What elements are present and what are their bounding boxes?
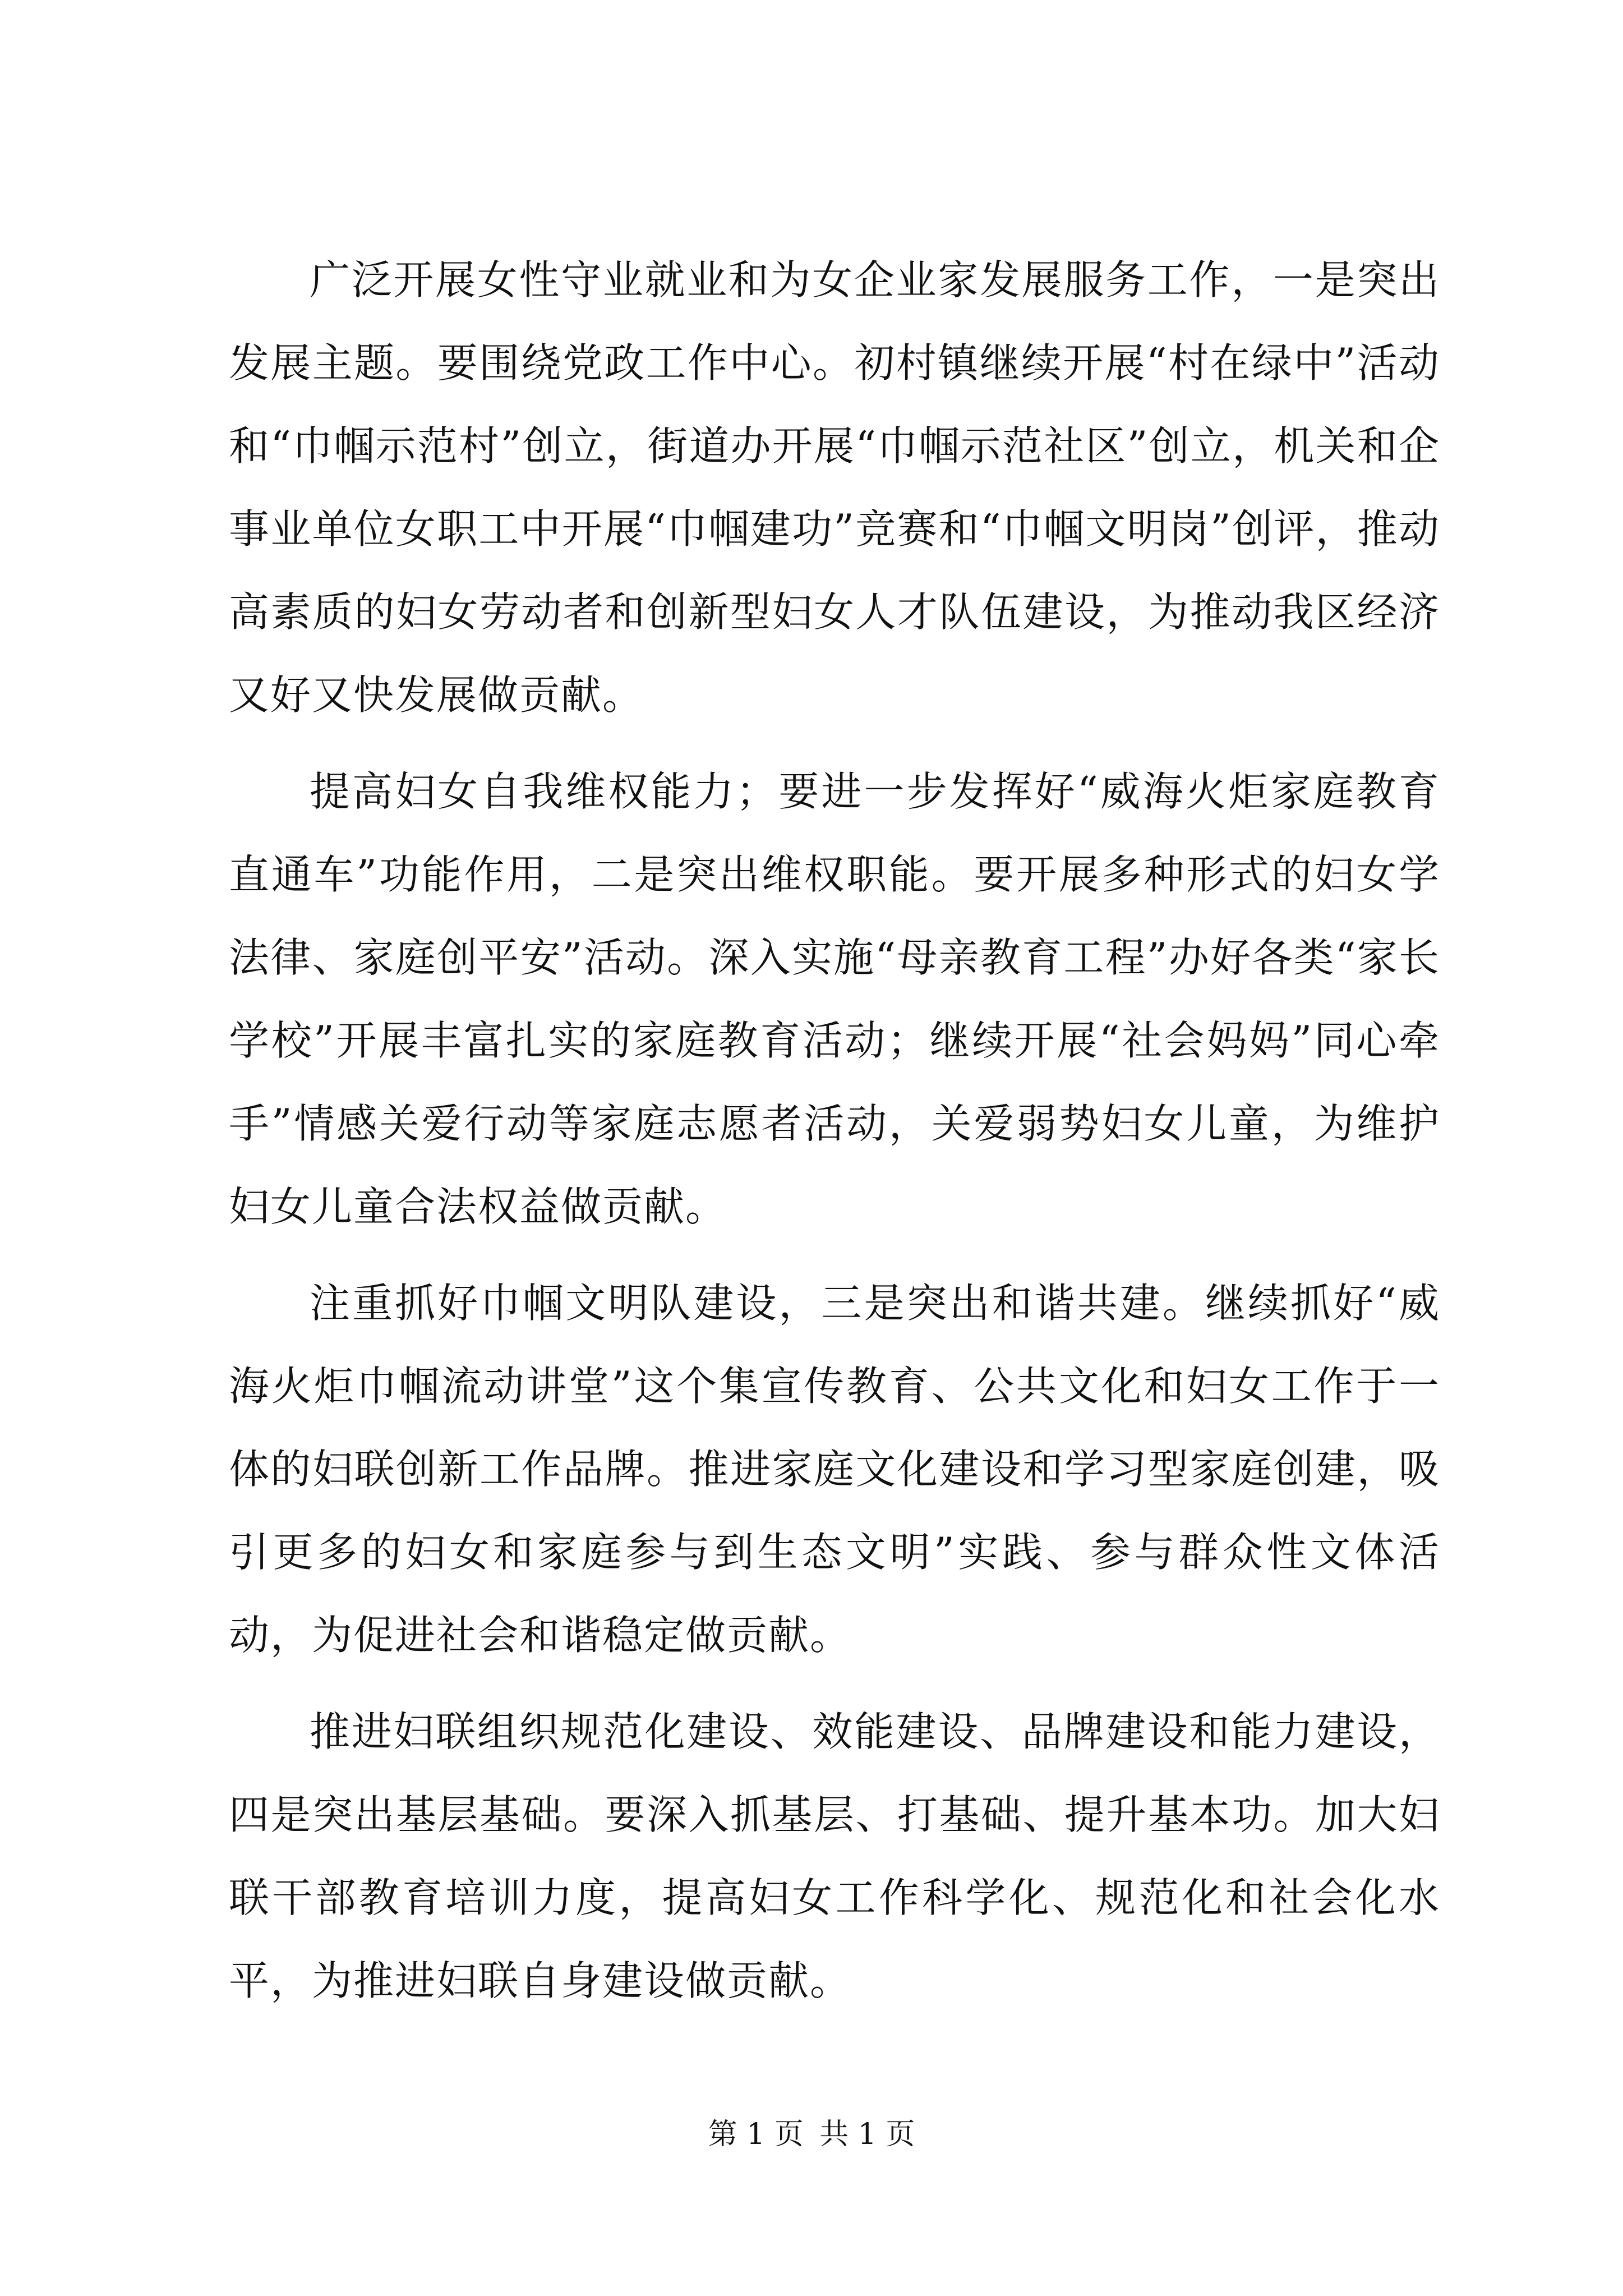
document-body: [229, 238, 1440, 2036]
page-footer: [0, 2115, 1623, 2154]
page-total: 共 1 页: [819, 2118, 915, 2151]
paragraph-4: 推进妇联组织规范化建设、效能建设、品牌建设和能力建设，四是突出基层基础。要深入抓基层、打基础、提升基本功。加大妇联干部教育培训力度，提高妇女工作科学化、规范化和社会化水平，为推进妇联自身建设做贡献。: [229, 1708, 1440, 2004]
paragraph-2: 提高妇女自我维权能力；要进一步发挥好“威海火炬家庭教育直通车”功能作用，二是突出维权职能。要开展多种形式的妇女学法律、家庭创平安”活动。深入实施“母亲教育工程”办好各类“家长学校”开展丰富扎实的家庭教育活动；继续开展“社会妈妈”同心牵手”情感关爱行动等家庭志愿者活动，关爱弱势妇女儿童，为维护妇女儿童合法权益做贡献。: [229, 768, 1440, 1230]
paragraph-3: 注重抓好巾帼文明队建设，三是突出和谐共建。继续抓好“威海火炬巾帼流动讲堂”这个集宣传教育、公共文化和妇女工作于一体的妇联创新工作品牌。推进家庭文化建设和学习型家庭创建，吸引更多的妇女和家庭参与到生态文明”实践、参与群众性文体活动，为促进社会和谐稳定做贡献。: [229, 1280, 1440, 1659]
page-number: 第 1 页: [708, 2118, 804, 2151]
paragraph-1: 广泛开展女性守业就业和为女企业家发展服务工作，一是突出发展主题。要围绕党政工作中心。初村镇继续开展“村在绿中”活动和“巾帼示范村”创立，街道办开展“巾帼示范社区”创立，机关和企事业单位女职工中开展“巾帼建功”竞赛和“巾帼文明岗”创评，推动高素质的妇女劳动者和创新型妇女人才队伍建设，为推动我区经济又好又快发展做贡献。: [229, 256, 1440, 719]
